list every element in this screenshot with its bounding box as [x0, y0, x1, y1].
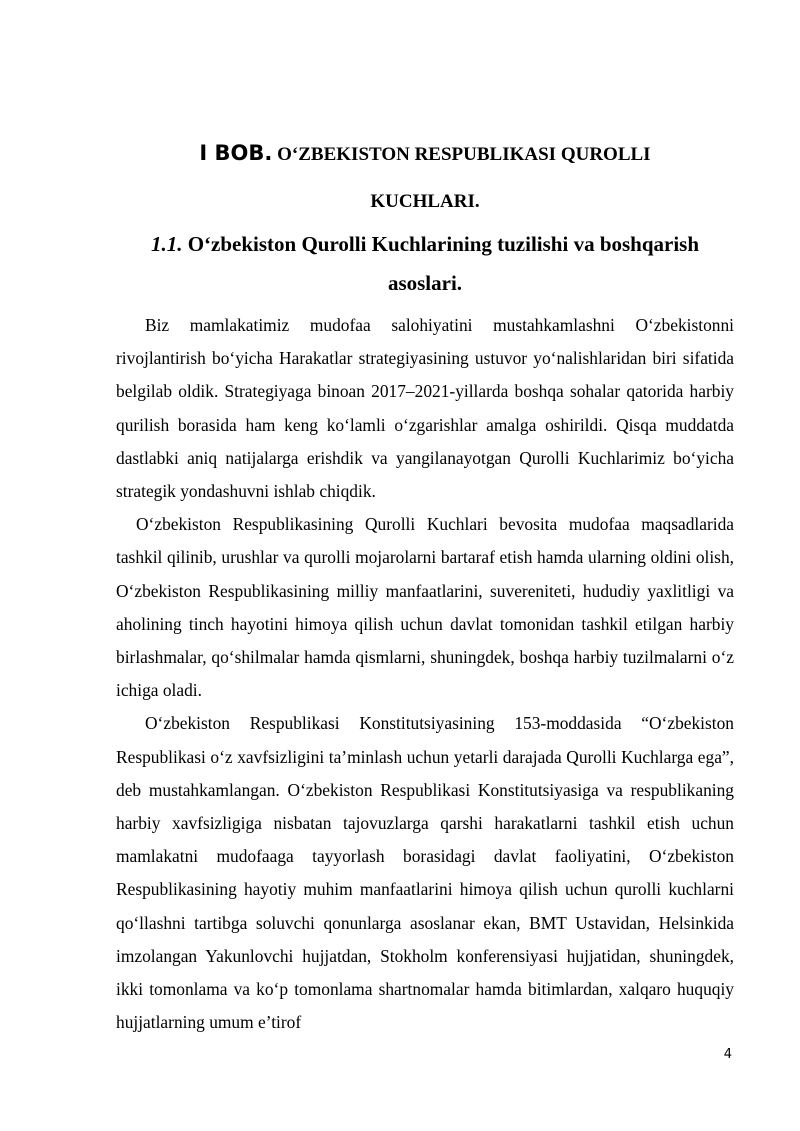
- paragraph: Biz mamlakatimiz mudofaa salohiyatini mustahkamlashni O‘zbekistonni rivojlantirish bo‘yicha Harakatlar strategiyasining ustuvor yo‘nalishlaridan biri sifatida belgilab oldik. Strategiyaga binoan 2017–2021-yillarda boshqa sohalar qatorida harbiy qurilish borasida ham keng ko‘lamli o‘zgarishlar amalga oshirildi. Qisqa muddatda dastlabki aniq natijalarga erishdik va yangilanayotgan Qurolli Kuchlarimiz bo‘yicha strategik yondashuvni ishlab chiqdik.: [116, 315, 734, 502]
- chapter-title: O‘ZBEKISTON RESPUBLIKASI QUROLLI KUCHLARI.: [277, 144, 651, 212]
- section-title: O‘zbekiston Qurolli Kuchlarining tuzilishi va boshqarish asoslari.: [187, 232, 700, 295]
- paragraph: O‘zbekiston Respublikasi Konstitutsiyasining 153-moddasida “O‘zbekiston Respublikasi o‘z xavfsizligini ta’minlash uchun yetarli darajada Qurolli Kuchlarga ega”, deb mustahkamlangan. O‘zbekiston Respublikasi Konstitutsiyasiga va respublikaning harbiy xavfsizligiga nisbatan tajovuzlarga qarshi harakatlarni tashkil etish uchun mamlakatni mudofaaga tayyorlash borasidagi davlat faoliyatini, O‘zbekiston Respublikasining hayotiy muhim manfaatlarini himoya qilish uchun qurolli kuchlarni qo‘llashni tartibga soluvchi qonunlarga asoslanar ekan, BMT Ustavidan, Helsinkida imzolangan Yakunlovchi hujjatdan, Stokholm konferensiyasi hujjatidan, shuningdek, ikki tomonlama va ko‘p tomonlama shartnomalar hamda bitimlardan, xalqaro huquqiy hujjatlarning umum e’tirof: [116, 713, 734, 1033]
- paragraph: O‘zbekiston Respublikasining Qurolli Kuchlari bevosita mudofaa maqsadlarida tashkil qilinib, urushlar va qurolli mojarolarni bartaraf etish hamda ularning oldini olish, O‘zbekiston Respublikasining milliy manfaatlarini, suvereniteti, hududiy yaxlitligi va aholining tinch hayotini himoya qilish uchun davlat tomonidan tashkil etilgan harbiy birlashmalar, qo‘shilmalar hamda qismlarni, shuningdek, boshqa harbiy tuzilmalarni o‘z ichiga oladi.: [116, 514, 734, 701]
- body-text: [116, 309, 734, 1039]
- chapter-heading: [160, 130, 690, 225]
- section-heading: [140, 225, 710, 303]
- section-number: 1.1.: [150, 232, 183, 256]
- chapter-label: I BOB.: [199, 141, 273, 165]
- page-number: 4: [723, 1047, 732, 1062]
